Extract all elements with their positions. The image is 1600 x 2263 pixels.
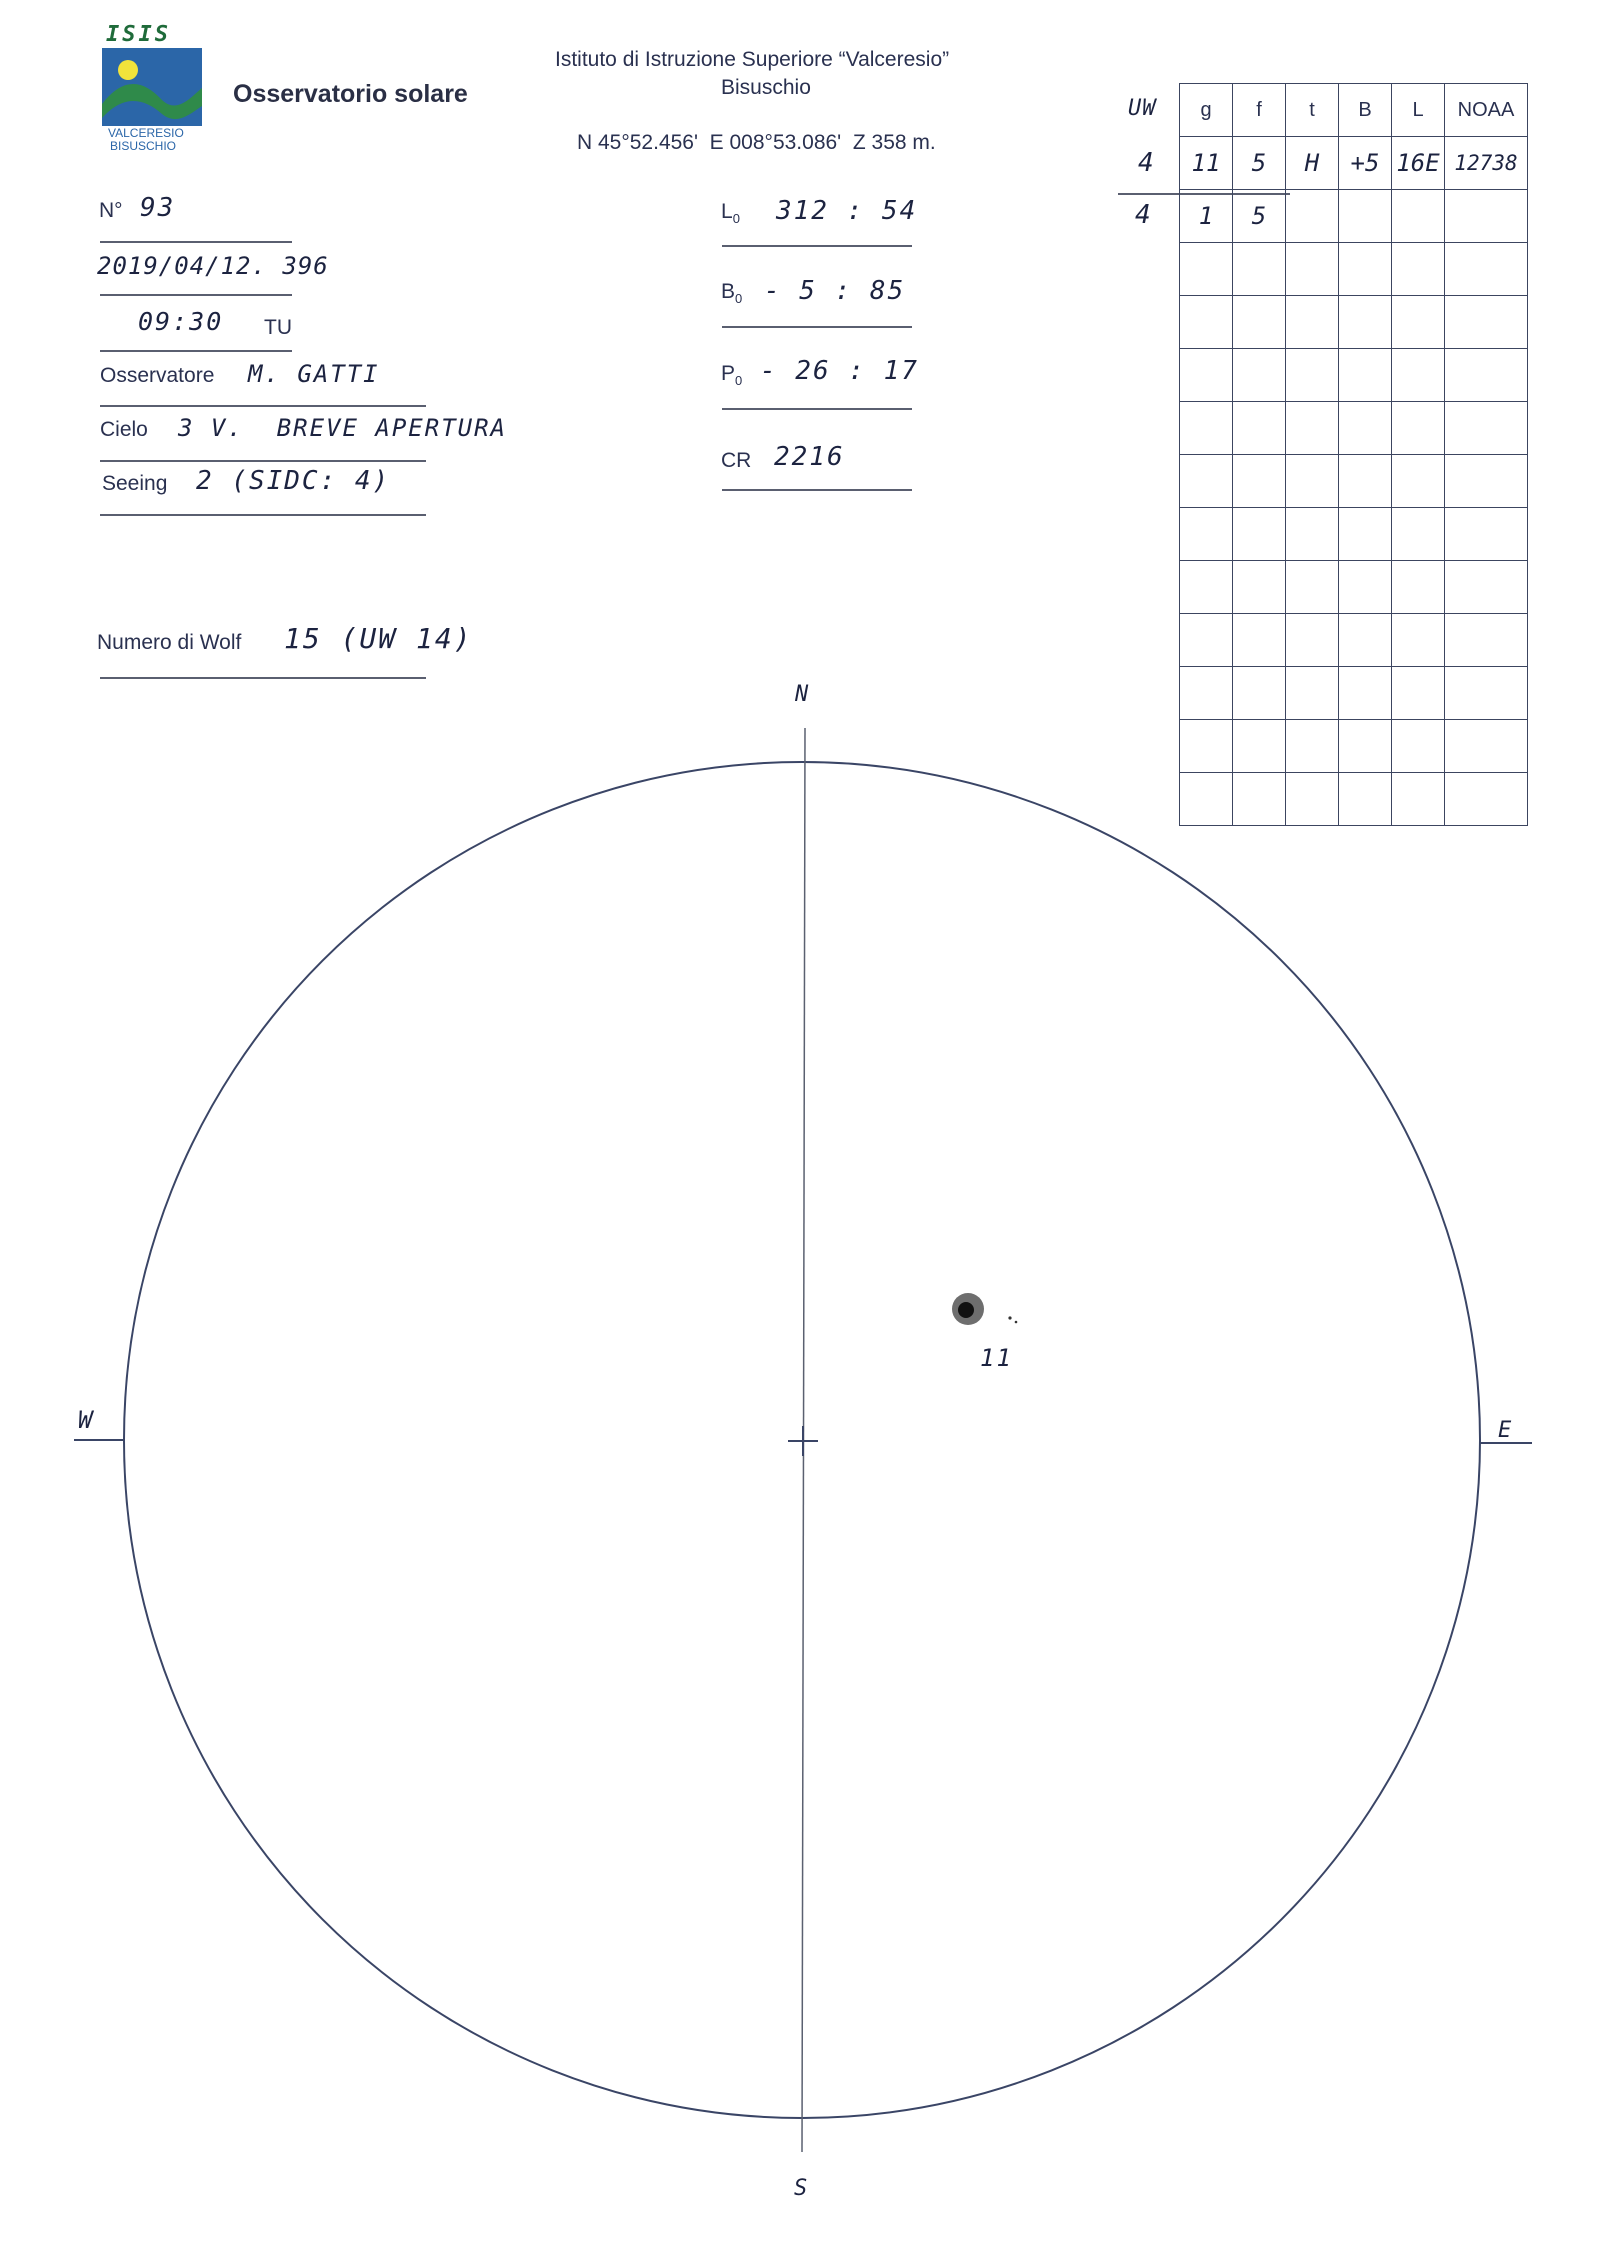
- l0-letter: L: [721, 200, 733, 223]
- table-row-empty: [1180, 667, 1528, 720]
- column-header-2: t: [1286, 84, 1339, 137]
- observer-value: M. GATTI: [248, 360, 380, 388]
- table-cell: [1339, 190, 1392, 243]
- table-cell-empty: [1286, 349, 1339, 402]
- observatory-coordinates: N 45°52.456' E 008°53.086' Z 358 m.: [577, 131, 936, 154]
- observer-label: Osservatore: [100, 364, 215, 387]
- cr-underline: [722, 489, 912, 491]
- table-cell: 5: [1233, 190, 1286, 243]
- l0-label: [721, 200, 740, 226]
- table-cell-empty: [1445, 402, 1528, 455]
- uw-header: UW: [1128, 96, 1157, 121]
- table-row-empty: [1180, 508, 1528, 561]
- table-cell-empty: [1180, 508, 1233, 561]
- groups-table: [1179, 83, 1528, 826]
- table-cell-empty: [1392, 402, 1445, 455]
- table-cell: 5: [1233, 137, 1286, 190]
- table-cell-empty: [1180, 296, 1233, 349]
- cr-value: 2216: [774, 442, 845, 472]
- east-label: E: [1498, 1418, 1512, 1443]
- north-south-axis: [802, 728, 805, 2152]
- wolf-number-value: 15 (UW 14): [284, 622, 473, 655]
- sunspot-group-11: [952, 1293, 1017, 1325]
- sky-value: 3 V. BREVE APERTURA: [178, 414, 507, 442]
- sunspot-group-label: 11: [980, 1344, 1013, 1372]
- column-header-4: L: [1392, 84, 1445, 137]
- table-cell-empty: [1286, 614, 1339, 667]
- p0-value: - 26 : 17: [760, 356, 919, 386]
- table-cell-empty: [1286, 455, 1339, 508]
- table-cell: 1: [1180, 190, 1233, 243]
- page-title: Osservatorio solare: [233, 80, 468, 108]
- table-cell-empty: [1392, 243, 1445, 296]
- b0-label: [721, 280, 742, 306]
- table-cell-empty: [1392, 508, 1445, 561]
- l0-subscript: 0: [732, 211, 740, 227]
- table-cell-empty: [1339, 508, 1392, 561]
- table-cell-empty: [1233, 561, 1286, 614]
- logo-mark: ISIS: [106, 22, 171, 47]
- table-cell-empty: [1445, 614, 1528, 667]
- p0-letter: P: [721, 362, 736, 385]
- table-cell-empty: [1286, 243, 1339, 296]
- b0-underline: [722, 326, 912, 328]
- table-cell-empty: [1180, 667, 1233, 720]
- column-header-1: f: [1233, 84, 1286, 137]
- date-underline: [100, 294, 292, 296]
- column-header-5: NOAA: [1445, 84, 1528, 137]
- logo-caption-line1: VALCERESIO: [108, 126, 184, 140]
- table-cell: 16E: [1392, 137, 1445, 190]
- table-row-empty: [1180, 402, 1528, 455]
- table-cell-empty: [1339, 614, 1392, 667]
- table-cell-empty: [1180, 614, 1233, 667]
- table-cell-empty: [1339, 561, 1392, 614]
- p0-label: [721, 362, 742, 388]
- observation-time-value: 09:30: [138, 307, 224, 336]
- table-row-empty: [1180, 773, 1528, 826]
- table-cell: +5: [1339, 137, 1392, 190]
- table-cell-empty: [1339, 243, 1392, 296]
- table-cell-empty: [1339, 296, 1392, 349]
- column-header-0: g: [1180, 84, 1233, 137]
- table-cell-empty: [1233, 296, 1286, 349]
- table-cell-empty: [1392, 773, 1445, 826]
- table-row-empty: [1180, 349, 1528, 402]
- table-cell-empty: [1286, 773, 1339, 826]
- l0-value: 312 : 54: [776, 196, 918, 226]
- table-cell-empty: [1392, 349, 1445, 402]
- table-row-empty: [1180, 561, 1528, 614]
- table-cell-empty: [1233, 455, 1286, 508]
- l0-underline: [722, 245, 912, 247]
- sunspot-small-2: [1015, 1321, 1018, 1324]
- table-cell-empty: [1392, 561, 1445, 614]
- north-label: N: [795, 682, 809, 707]
- p0-underline: [722, 408, 912, 410]
- cr-label: CR: [721, 449, 752, 472]
- table-cell-empty: [1339, 773, 1392, 826]
- institute-logo: [100, 22, 210, 152]
- observation-date-value: 2019/04/12. 396: [97, 252, 329, 280]
- table-cell-empty: [1233, 614, 1286, 667]
- table-row-empty: [1180, 296, 1528, 349]
- table-cell-empty: [1233, 720, 1286, 773]
- table-cell-empty: [1392, 667, 1445, 720]
- table-cell-empty: [1445, 349, 1528, 402]
- table-cell-empty: [1392, 614, 1445, 667]
- table-cell: 11: [1180, 137, 1233, 190]
- sunspot-penumbra: [952, 1293, 984, 1325]
- table-cell-empty: [1286, 667, 1339, 720]
- table-cell-empty: [1392, 455, 1445, 508]
- table-cell-empty: [1445, 720, 1528, 773]
- table-cell-empty: [1233, 773, 1286, 826]
- table-cell-empty: [1339, 455, 1392, 508]
- table-cell-empty: [1339, 720, 1392, 773]
- table-row-empty: [1180, 455, 1528, 508]
- table-cell: H: [1286, 137, 1339, 190]
- table-cell-empty: [1233, 243, 1286, 296]
- table-cell-empty: [1445, 455, 1528, 508]
- table-cell-empty: [1286, 296, 1339, 349]
- logo-caption-line2: BISUSCHIO: [110, 139, 177, 153]
- b0-value: - 5 : 85: [764, 276, 906, 306]
- table-cell-empty: [1392, 296, 1445, 349]
- seeing-underline: [100, 514, 426, 516]
- observation-number-label: N°: [99, 199, 123, 222]
- table-cell: 12738: [1445, 137, 1528, 190]
- table-cell-empty: [1180, 402, 1233, 455]
- logo-emblem-icon: [102, 48, 202, 126]
- table-cell-empty: [1392, 720, 1445, 773]
- b0-letter: B: [721, 280, 736, 303]
- uw-row-1-value: 4: [1138, 148, 1156, 178]
- b0-subscript: 0: [735, 291, 743, 307]
- table-row-empty: [1180, 243, 1528, 296]
- table-cell-empty: [1445, 508, 1528, 561]
- table-cell-empty: [1180, 243, 1233, 296]
- table-row-empty: [1180, 614, 1528, 667]
- time-underline: [100, 350, 292, 352]
- table-cell-empty: [1445, 773, 1528, 826]
- table-cell-empty: [1286, 720, 1339, 773]
- table-cell-empty: [1445, 561, 1528, 614]
- table-cell-empty: [1339, 402, 1392, 455]
- table-cell-empty: [1445, 667, 1528, 720]
- table-cell: [1286, 190, 1339, 243]
- wolf-underline: [100, 677, 426, 679]
- table-cell-empty: [1233, 667, 1286, 720]
- table-cell-empty: [1445, 243, 1528, 296]
- table-cell-empty: [1180, 455, 1233, 508]
- groups-table-header-row: [1180, 84, 1528, 137]
- table-cell-empty: [1339, 667, 1392, 720]
- table-row: [1180, 137, 1528, 190]
- column-header-3: B: [1339, 84, 1392, 137]
- south-label: S: [794, 2176, 808, 2201]
- solar-disc-outline: [124, 762, 1480, 2118]
- table-cell-empty: [1180, 349, 1233, 402]
- table-cell-empty: [1233, 402, 1286, 455]
- institute-town: Bisuschio: [721, 76, 811, 99]
- table-cell-empty: [1233, 349, 1286, 402]
- table-row-empty: [1180, 720, 1528, 773]
- seeing-value: 2 (SIDC: 4): [196, 466, 391, 496]
- observer-underline: [100, 405, 426, 407]
- sunspot-umbra: [958, 1302, 974, 1318]
- table-cell: [1392, 190, 1445, 243]
- institute-name: Istituto di Istruzione Superiore “Valceresio”: [555, 48, 950, 71]
- table-cell-empty: [1445, 296, 1528, 349]
- number-underline: [100, 241, 292, 243]
- table-cell-empty: [1286, 402, 1339, 455]
- table-cell-empty: [1180, 561, 1233, 614]
- table-cell: [1445, 190, 1528, 243]
- table-row: [1180, 190, 1528, 243]
- p0-subscript: 0: [735, 373, 743, 389]
- table-cell-empty: [1286, 508, 1339, 561]
- wolf-number-label: Numero di Wolf: [97, 631, 242, 654]
- observation-number-value: 93: [140, 193, 176, 223]
- table-cell-empty: [1180, 720, 1233, 773]
- uw-row-2-value: 4: [1135, 200, 1153, 230]
- observation-time-unit: TU: [264, 316, 292, 339]
- table-cell-empty: [1339, 349, 1392, 402]
- table-cell-empty: [1233, 508, 1286, 561]
- table-cell-empty: [1286, 561, 1339, 614]
- west-label: W: [78, 1406, 93, 1434]
- sunspot-small-1: [1008, 1316, 1011, 1319]
- seeing-label: Seeing: [102, 472, 168, 495]
- sky-underline: [100, 460, 426, 462]
- sky-label: Cielo: [100, 418, 148, 441]
- table-cell-empty: [1180, 773, 1233, 826]
